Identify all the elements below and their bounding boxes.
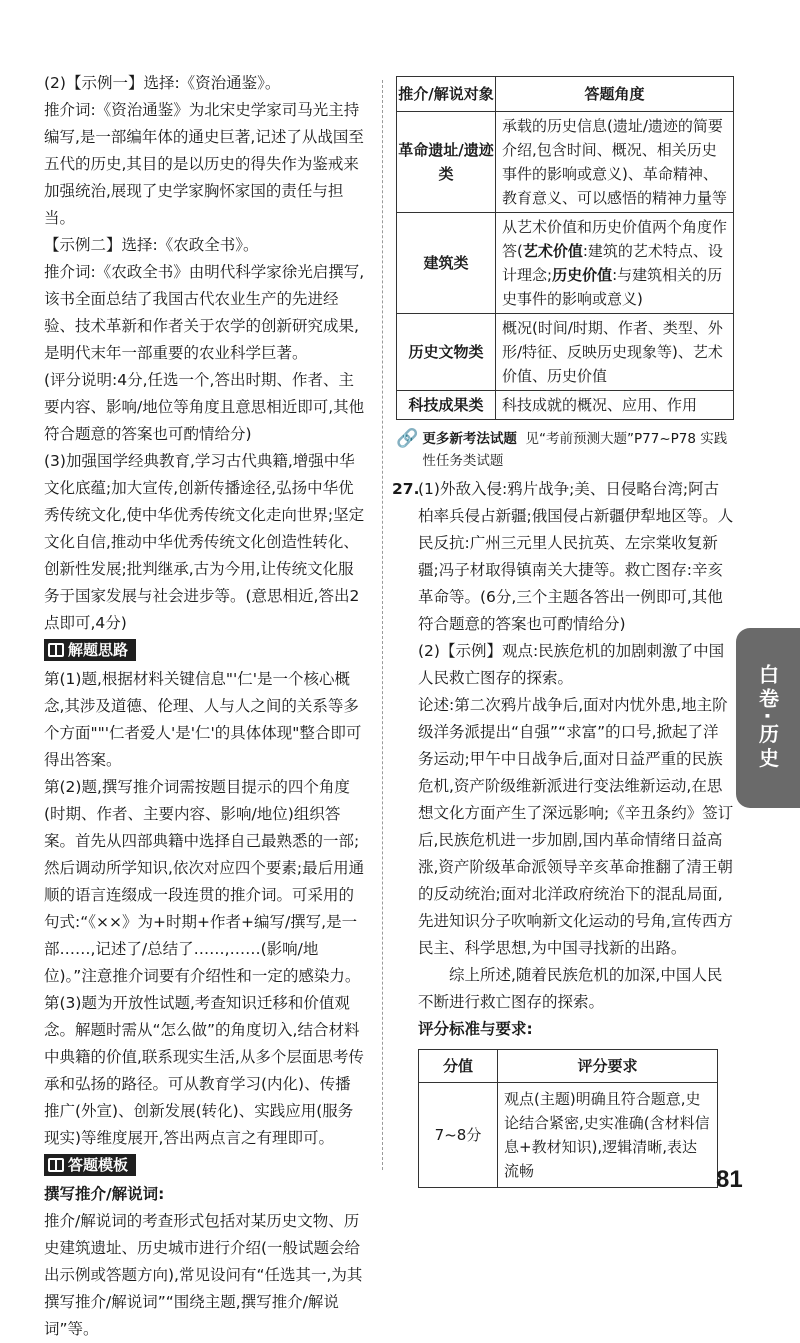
section-side-tab: 白卷·历史: [736, 628, 800, 808]
q27-part2-argument: 论述:第二次鸦片战争后,面对内忧外患,地主阶级洋务派提出“自强”“求富”的口号,掀起了洋务运动;甲午中日战争后,面对日益严重的民族危机,资产阶级维新派进行变法维新运动,在思想文化方面产生了深远影响;《辛丑条约》签订后,民族危机进一步加剧,国内革命情绪日益高涨,资产阶级革命派领导辛亥革命推翻了清王朝的反动统治;面对北洋政府统治下的混乱局面,先进知识分子吹响新文化运动的号角,宣传西方民主、科学思想,为中国寻找新的出路。: [418, 696, 734, 957]
q27-conclusion: 综上所述,随着民族危机的加深,中国人民不断进行救亡图存的探索。: [418, 966, 723, 1011]
template-body: 推介/解说词的考查形式包括对某历史文物、历史建筑遗址、历史城市进行介绍(一般试题会给出示例或答题方向),常见设问有“任选其一,为其撰写推介/解说词”“围绕主题,撰写推介/解说词”等。: [44, 1212, 363, 1338]
answer-angle-table: [396, 76, 734, 420]
table-cell-type: 建筑类: [397, 213, 496, 314]
q3-answer: (3)加强国学经典教育,学习古代典籍,增强中华文化底蕴;加大宣传,创新传播途径,弘扬中华优秀传统文化,使中华优秀传统文化走向世界;坚定文化自信,推动中华优秀传统文化创造性转化、创新性发展;批判继承,古为今用,让传统文化服务于国家发展与社会进步等。(意思相近,答出2点即可,4分): [44, 452, 365, 632]
left-column: [44, 70, 366, 1343]
table-cell-score: 7~8分: [419, 1083, 498, 1188]
table-header: 推介/解说对象: [397, 77, 496, 112]
table-cell-angle: [496, 213, 734, 314]
q27-part2-viewpoint: (2)【示例】观点:民族危机的加剧刺激了中国人民救亡图存的探索。: [418, 642, 725, 687]
q2-example1-body: 推介词:《资治通鉴》为北宋史学家司马光主持编写,是一部编年体的通史巨著,记述了从战国至五代的历史,其目的是以历史的得失作为鉴戒来加强统治,展现了史学家胸怀家国的责任与担当。: [44, 101, 364, 227]
thinking-q3: 第(3)题为开放性试题,考查知识迁移和价值观念。解题时需从“怎么做”的角度切入,结合材料中典籍的价值,联系现实生活,从多个层面思考传承和弘扬的路径。可从教育学习(内化)、传播推广(外宣)、创新发展(转化)、实践应用(服务现实)等维度展开,答出两点言之有理即可。: [44, 994, 364, 1147]
more-exam-reference: 见“考前预测大题”P77~P78 实践性任务类试题: [422, 431, 728, 469]
bold-fragment: 历史价值: [552, 266, 613, 284]
table-cell-angle: 科技成就的概况、应用、作用: [496, 391, 734, 420]
table-header: 答题角度: [496, 77, 734, 112]
book-icon: [48, 643, 64, 657]
thinking-tag-label: 解题思路: [68, 641, 129, 659]
template-tag-label: 答题模板: [68, 1156, 129, 1174]
page-number: 81: [716, 1166, 743, 1193]
table-cell-requirement: 观点(主题)明确且符合题意,史论结合紧密,史实准确(含材料信息+教材知识),逻辑清晰,表达流畅: [498, 1083, 718, 1188]
scoring-title: 评分标准与要求:: [418, 1020, 533, 1038]
book-icon: [48, 1158, 64, 1172]
text-fragment: 从艺术价值和历史价值两个角度作答(: [502, 218, 728, 260]
table-header-row: [419, 1050, 718, 1083]
q27-answer: [392, 476, 734, 1043]
table-cell-type: 革命遗址/遗迹类: [397, 112, 496, 213]
table-row: [397, 314, 734, 391]
template-tag: [44, 1154, 136, 1176]
table-header: 分值: [419, 1050, 498, 1083]
text-fragment: :建筑的艺术特点、设计理念;: [502, 242, 723, 284]
bold-fragment: 艺术价值: [522, 242, 583, 260]
q2-scoring-note: (评分说明:4分,任选一个,答出时期、作者、主要内容、影响/地位等角度且意思相近即可,其他符合题意的答案也可酌情给分): [44, 371, 365, 443]
text-fragment: :与建筑相关的历史事件的影响或意义): [502, 266, 723, 308]
right-column: [392, 76, 734, 1188]
thinking-tag: [44, 639, 136, 661]
q2-example2-body: 推介词:《农政全书》由明代科学家徐光启撰写,该书全面总结了我国古代农业生产的先进经验、技术革新和作者关于农学的创新研究成果,是明代末年一部重要的农业科学巨著。: [44, 263, 365, 362]
table-header: 评分要求: [498, 1050, 718, 1083]
table-header-row: [397, 77, 734, 112]
table-row: [397, 391, 734, 420]
table-cell-angle: 概况(时间/时期、作者、类型、外形/特征、反映历史现象等)、艺术价值、历史价值: [496, 314, 734, 391]
table-cell-type: 科技成果类: [397, 391, 496, 420]
more-exam-ref: [396, 428, 734, 472]
table-row: [419, 1083, 718, 1188]
question-number: 27.: [392, 480, 420, 498]
link-icon: 🔗: [396, 428, 419, 449]
q2-example2-heading: 【示例二】选择:《农政全书》。: [44, 236, 259, 254]
thinking-q1: 第(1)题,根据材料关键信息"'仁'是一个核心概念,其涉及道德、伦理、人与人之间的关系等多个方面""'仁者爱人'是'仁'的具体体现"整合即可得出答案。: [44, 670, 362, 769]
table-row: [397, 112, 734, 213]
q2-example1-heading: (2)【示例一】选择:《资治通鉴》。: [44, 74, 281, 92]
table-cell-angle: 承载的历史信息(遗址/遗迹的简要介绍,包含时间、概况、相关历史事件的影响或意义)、革命精神、教育意义、可以感悟的精神力量等: [496, 112, 734, 213]
table-row: [397, 213, 734, 314]
scoring-table: [418, 1049, 718, 1188]
table-cell-type: 历史文物类: [397, 314, 496, 391]
thinking-q2: 第(2)题,撰写推介词需按题目提示的四个角度(时期、作者、主要内容、影响/地位)组织答案。首先从四部典籍中选择自己最熟悉的一部;然后调动所学知识,依次对应四个要素;最后用通顺的语言连缀成一段连贯的推介词。可采用的句式:“《××》为+时期+作者+编写/撰写,是一部……,记述了/总结了……,……(影响/地位)。”注意推介词要有介绍性和一定的感染力。: [44, 778, 365, 985]
column-divider: [382, 80, 383, 1170]
q27-part1: (1)外敌入侵:鸦片战争;美、日侵略台湾;阿古柏率兵侵占新疆;俄国侵占新疆伊犁地区等。人民反抗:广州三元里人民抗英、左宗棠收复新疆;冯子材取得镇南关大捷等。救亡图存:辛亥革命等。(6分,三个主题各答出一例即可,其他符合题意的答案也可酌情给分): [418, 480, 734, 633]
template-heading: 撰写推介/解说词:: [44, 1185, 165, 1203]
more-exam-label: 更多新考法试题: [422, 431, 517, 447]
